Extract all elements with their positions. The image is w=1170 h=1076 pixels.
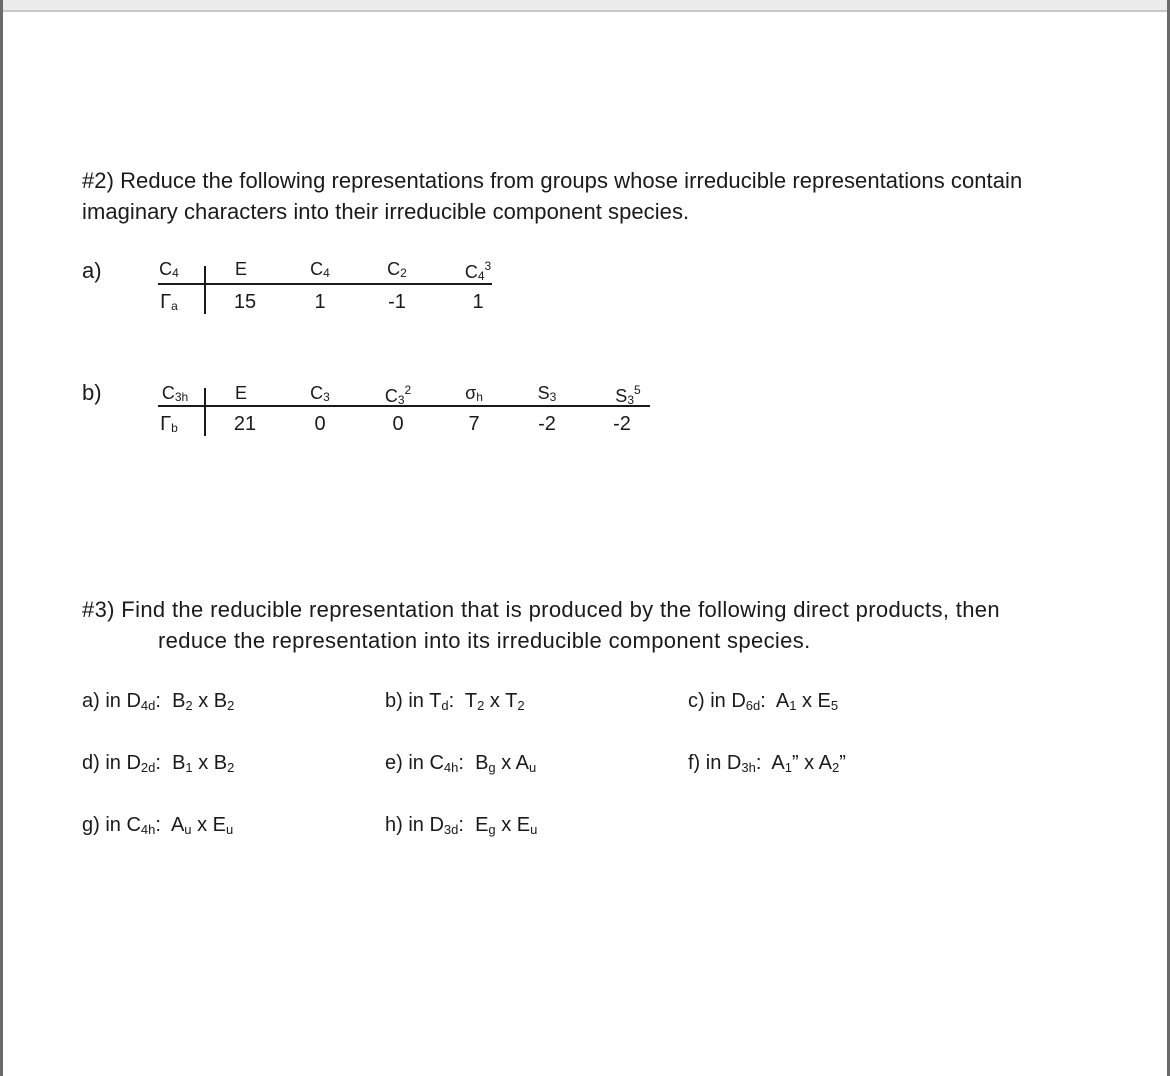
part-a-gamma: $\Gamma_a$ xyxy=(160,291,178,313)
part-a-char-4: 1 xyxy=(472,291,484,313)
part-b-char-6: -2 xyxy=(613,413,631,435)
q2-line1: #2) Reduce the following representations from groups whose irreducible representations contain xyxy=(82,168,1023,193)
product-d: d) in $D_{2d}$: $B_1$ x $B_2$ xyxy=(82,752,235,775)
part-a-label: a) xyxy=(82,258,102,283)
product-e: e) in $C_{4h}$: $B_g$ x $A_u$ xyxy=(385,752,537,775)
part-b-gamma: $\Gamma_b$ xyxy=(160,413,178,435)
part-a-char-1: 15 xyxy=(233,291,257,313)
part-a-header-rule xyxy=(158,283,492,285)
product-h: h) in $D_{3d}$: $E_g$ x $E_u$ xyxy=(385,814,538,837)
part-b-char-2: 0 xyxy=(314,413,326,435)
part-a-op-4: $C_4^3$ xyxy=(464,259,492,283)
part-b-label: b) xyxy=(82,380,102,405)
part-b-char-4: 7 xyxy=(468,413,480,435)
q3-line2: reduce the representation into its irreducible component species. xyxy=(158,628,811,653)
part-a-column-rule xyxy=(204,266,206,314)
product-c: c) in $D_{6d}$: $A_1$ x $E_5$ xyxy=(688,690,839,713)
part-a-op-3: $C_2$ xyxy=(387,259,407,280)
part-b-op-3: $C_3^2$ xyxy=(384,383,412,407)
part-a-op-1: E xyxy=(234,259,248,279)
product-a: a) in $D_{4d}$: $B_2$ x $B_2$ xyxy=(82,690,235,713)
part-b-op-1: E xyxy=(234,383,248,403)
part-b-op-6: $S_3^5$ xyxy=(615,383,641,407)
part-b-op-2: $C_3$ xyxy=(310,383,330,404)
page-left-border xyxy=(0,0,3,1076)
part-b-group: $C_{3h}$ xyxy=(161,383,189,404)
part-b-column-rule xyxy=(204,388,206,436)
part-b-op-4: $\sigma_h$ xyxy=(465,383,483,404)
q2-line2: imaginary characters into their irreducible component species. xyxy=(82,199,690,224)
product-b: b) in $T_d$: $T_2$ x $T_2$ xyxy=(385,690,525,713)
part-a-group: $C_4$ xyxy=(159,259,179,280)
part-b-char-5: -2 xyxy=(538,413,556,435)
part-b-op-5: $S_3$ xyxy=(537,383,557,404)
part-b-char-3: 0 xyxy=(392,413,404,435)
part-a-op-2: $C_4$ xyxy=(310,259,330,280)
part-a-char-3: -1 xyxy=(388,291,406,313)
part-a-char-2: 1 xyxy=(314,291,326,313)
product-g: g) in $C_{4h}$: $A_u$ x $E_u$ xyxy=(82,814,234,837)
product-f: f) in $D_{3h}$: $A_1$” x $A_2$” xyxy=(688,752,846,775)
page-top-edge xyxy=(0,0,1170,12)
q3-line1: #3) Find the reducible representation that is produced by the following direct products, then xyxy=(82,597,1000,622)
part-b-char-1: 21 xyxy=(233,413,257,435)
